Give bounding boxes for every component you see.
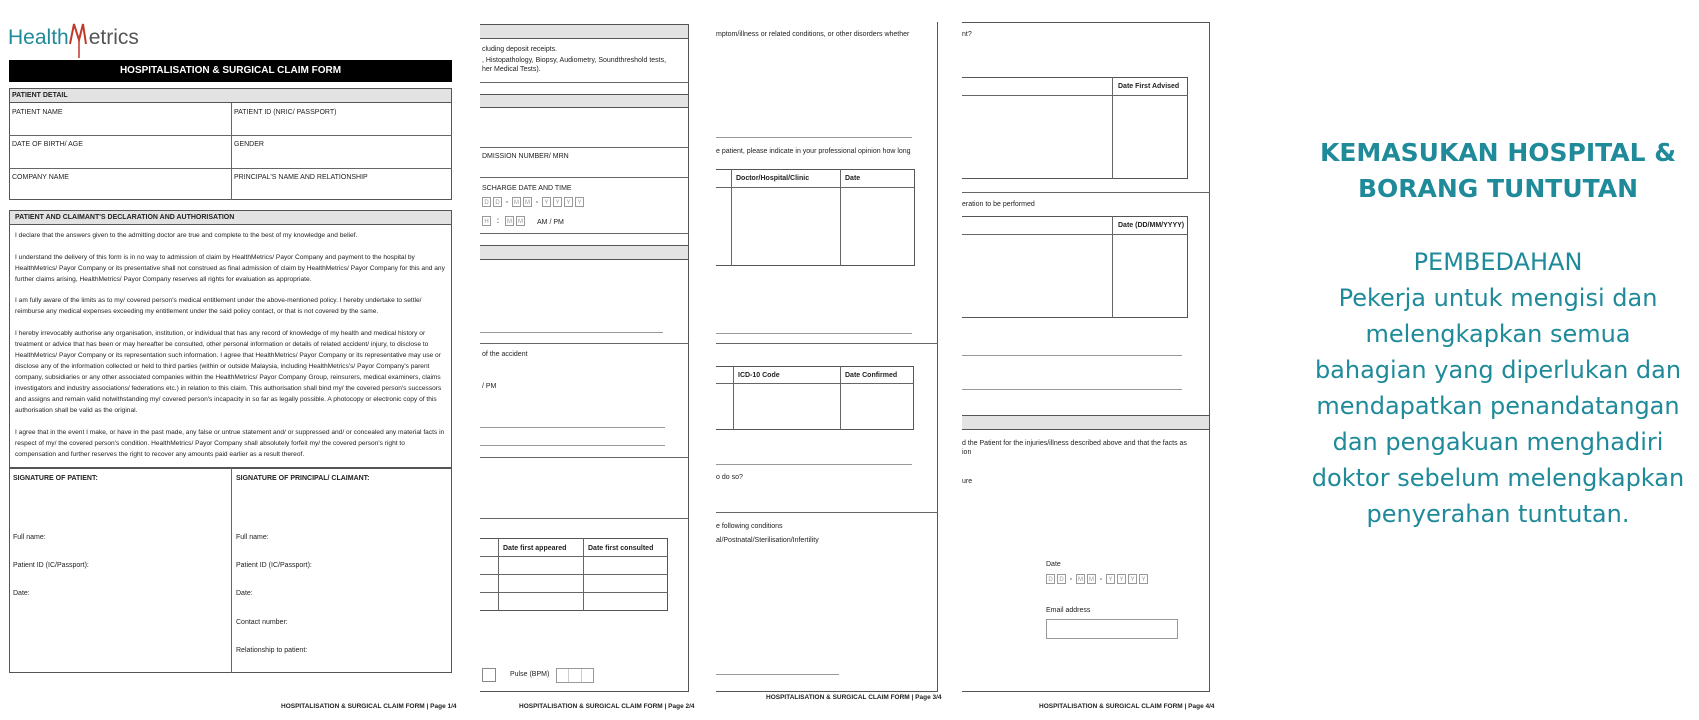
principal-name-label: PRINCIPAL'S NAME AND RELATIONSHIP — [234, 174, 368, 181]
signature-claimant-heading: SIGNATURE OF PRINCIPAL/ CLAIMANT: — [236, 475, 370, 482]
ure-text: ure — [962, 478, 973, 485]
divider — [1112, 216, 1113, 318]
medical-tests-text: her Medical Tests). — [482, 66, 541, 73]
admission-number-label: DMISSION NUMBER/ MRN — [482, 153, 569, 160]
page-2-footer: HOSPITALISATION & SURGICAL CLAIM FORM | Page 2/4 — [519, 703, 695, 710]
claimant-fullname-label: Full name: — [236, 534, 269, 541]
answer-line — [962, 355, 1182, 356]
side-body-line: doktor sebelum melengkapkan — [1311, 464, 1685, 492]
declaration-paragraph: I hereby irrevocably authorise any organisation, institution, or individual that has any record of knowledge of my health and medical history or treatment or advice that has been or may hereafter be consulted, other personal information or details of related accident/ injury, to disclose to HealthMetrics/ Payor Company or its representation such information. I agree that HealthMetrics/ Payor Company or its representative may use or disclose any of the information collected or held to third parties (within or outside Malaysia, including HealthMetrics's/ Payor Company's parent company, subsidiaries or any other associated companies within the HealthMetrics/ Payor Company Group, reinsurers, medical examiners, claims investigators and industry associations/ federations etc.) in relation to this claim. This authorisation shall bind my/ the covered person's successors and assigns and remain valid notwithstanding my/ covered person's incapacity in so far as legally possible. A photocopy or electronic copy of this authorisation shall be valid as the original. — [15, 330, 442, 414]
divider — [716, 383, 914, 384]
page-3 — [716, 0, 941, 720]
side-body-line: mendapatkan penandatangan — [1316, 392, 1680, 420]
claimant-contact-label: Contact number: — [236, 619, 288, 626]
declaration-paragraph: I am fully aware of the limits as to my/ covered person's medical entitlement under the above-mentioned policy. I hereby undertake to settle/ reimburse any medical expenses exceeding my entitlement under the said policy contact, or that is not covered by the same. — [15, 297, 422, 315]
divider — [716, 512, 938, 513]
logo-part1: Health — [8, 26, 69, 49]
side-body-line: bahagian yang diperlukan dan — [1314, 356, 1682, 384]
page-3-footer: HOSPITALISATION & SURGICAL CLAIM FORM | Page 3/4 — [766, 694, 942, 701]
postnatal-text: al/Postnatal/Sterilisation/Infertility — [716, 537, 819, 544]
page-3-frame — [716, 22, 938, 692]
checkbox[interactable] — [482, 668, 496, 682]
answer-line — [480, 332, 663, 333]
discharge-label: SCHARGE DATE AND TIME — [482, 185, 572, 192]
section-header — [480, 24, 689, 39]
side-body-line: melengkapkan semua — [1365, 320, 1631, 348]
gender-label: GENDER — [234, 141, 264, 148]
logo-part2: etrics — [88, 26, 139, 49]
company-name-label: COMPANY NAME — [12, 174, 69, 181]
patient-date-label: Date: — [13, 590, 30, 597]
col-doctor-hospital-clinic: Doctor/Hospital/Clinic — [736, 175, 810, 182]
col-icd10-code: ICD-10 Code — [738, 372, 780, 379]
side-title-line1: KEMASUKAN HOSPITAL & — [1319, 138, 1677, 167]
section-header — [962, 415, 1210, 430]
nt-text: nt? — [962, 31, 972, 38]
patient-detail-heading: PATIENT DETAIL — [12, 92, 68, 99]
claimant-id-label: Patient ID (IC/Passport): — [236, 562, 312, 569]
divider — [480, 177, 689, 178]
side-body-line: Pekerja untuk mengisi dan — [1338, 284, 1658, 312]
do-so-question: o do so? — [716, 474, 743, 481]
col-date: Date — [845, 175, 861, 182]
declaration-paragraph: I agree that in the event I make, or have in the past made, any false or untrue statement and/ or suppressed and/ or concealed any material facts in respect of my/ the covered person's condition. HealthMetrics/ Payor Company shall absolutely forfeit my/ the covered person's right to compensation and further reserves the right to recover any amounts paid earlier as a result thereof. — [15, 429, 445, 458]
patient-id-sig-label: Patient ID (IC/Passport): — [13, 562, 89, 569]
patient-name-label: PATIENT NAME — [12, 109, 63, 116]
accident-label: of the accident — [482, 351, 528, 358]
claimant-relationship-label: Relationship to patient: — [236, 647, 308, 654]
divider — [731, 169, 732, 266]
discharge-date-digits: D D - M M - Y Y Y Y — [482, 197, 584, 207]
divider — [480, 518, 689, 519]
logo-m-icon — [69, 20, 89, 58]
side-subtitle: PEMBEDAHAN — [1413, 248, 1583, 276]
divider — [480, 233, 689, 234]
claimant-date-label: Date: — [236, 590, 253, 597]
divider — [1112, 77, 1113, 179]
operation-text: eration to be performed — [962, 201, 1035, 208]
side-body-line: penyerahan tuntutan. — [1366, 500, 1630, 528]
page-4-footer: HOSPITALISATION & SURGICAL CLAIM FORM | Page 4/4 — [1039, 703, 1215, 710]
pulse-label: Pulse (BPM) — [510, 671, 550, 678]
patient-id-label: PATIENT ID (NRIC/ PASSPORT) — [234, 109, 337, 116]
divider — [716, 187, 915, 188]
divider — [231, 468, 232, 673]
date-digits[interactable]: D D - M M - Y Y Y Y — [1046, 574, 1148, 584]
email-input[interactable] — [1046, 619, 1178, 639]
divider — [480, 147, 689, 148]
side-body-line: dan pengakuan menghadiri — [1332, 428, 1664, 456]
email-label: Email address — [1046, 607, 1091, 614]
declaration-paragraph: I declare that the answers given to the admitting doctor are true and complete to the best of my knowledge and belief. — [15, 232, 358, 239]
declaration-paragraph: I understand the delivery of this form is in no way to admission of claim by HealthMetrics/ Payor Company and payment to the hospital by HealthMetrics/ Payor Company or its presentative shall not construed as final admission of claim by HealthMetrics/ Payor Company for this and any further claims arising, HealthMetrics/ Payor Company reserves all rights for evaluation as appropriate. — [15, 254, 445, 283]
divider — [480, 592, 668, 593]
col-date-confirmed: Date Confirmed — [845, 372, 898, 379]
page-4 — [962, 0, 1220, 720]
col-date-ddmmyyyy: Date (DD/MM/YYYY) — [1118, 222, 1185, 229]
col-date-first-consulted: Date first consulted — [588, 545, 654, 552]
pulse-input[interactable] — [556, 668, 594, 683]
form-title: HOSPITALISATION & SURGICAL CLAIM FORM — [119, 65, 342, 76]
patient-detail-header — [9, 88, 452, 103]
divider — [480, 556, 668, 557]
divider — [840, 169, 841, 266]
col-date-first-advised: Date First Advised — [1118, 83, 1180, 90]
patient-fullname-label: Full name: — [13, 534, 46, 541]
certification-text: d the Patient for the injuries/illness described above and that the facts as — [962, 440, 1187, 447]
divider — [962, 95, 1188, 96]
divider — [840, 366, 841, 430]
discharge-time-digits: H : M M — [482, 216, 525, 226]
answer-line — [716, 464, 912, 465]
healthmetrics-logo — [8, 20, 139, 58]
divider — [962, 192, 1210, 193]
page-2 — [480, 0, 695, 720]
divider — [480, 343, 689, 344]
divider — [231, 103, 232, 200]
opinion-question-text: e patient, please indicate in your professional opinion how long — [716, 148, 911, 155]
symptom-question-text: mptom/illness or related conditions, or other disorders whether — [716, 31, 910, 38]
answer-line — [716, 333, 912, 334]
page-1-footer: HOSPITALISATION & SURGICAL CLAIM FORM | Page 1/4 — [281, 703, 457, 710]
dob-label: DATE OF BIRTH/ AGE — [12, 141, 83, 148]
conditions-text: e following conditions — [716, 523, 783, 530]
answer-line — [480, 445, 665, 446]
operation-table — [962, 216, 1188, 318]
page-1 — [0, 0, 470, 720]
pm-label: / PM — [482, 383, 497, 390]
ion-text: ion — [962, 449, 972, 456]
section-header — [480, 245, 689, 260]
date-label: Date — [1046, 561, 1061, 568]
divider — [480, 82, 689, 83]
divider — [480, 457, 689, 458]
divider — [480, 574, 668, 575]
signature-patient-heading: SIGNATURE OF PATIENT: — [13, 475, 98, 482]
answer-line — [716, 137, 912, 138]
tests-text: , Histopathology, Biopsy, Audiometry, Soundthreshold tests, — [482, 57, 667, 64]
section-header — [480, 94, 689, 108]
side-title-line2: BORANG TUNTUTAN — [1357, 174, 1639, 203]
divider — [733, 366, 734, 430]
answer-line — [480, 427, 665, 428]
declaration-heading: PATIENT AND CLAIMANT'S DECLARATION AND AUTHORISATION — [15, 214, 235, 221]
col-date-first-appeared: Date first appeared — [503, 545, 567, 552]
advised-table — [962, 77, 1188, 179]
divider — [716, 343, 938, 344]
deposit-text: cluding deposit receipts. — [482, 46, 558, 53]
answer-line — [716, 674, 839, 675]
divider — [962, 234, 1188, 235]
ampm-label: AM / PM — [537, 219, 564, 226]
answer-line — [962, 389, 1182, 390]
doctor-table — [716, 169, 915, 266]
